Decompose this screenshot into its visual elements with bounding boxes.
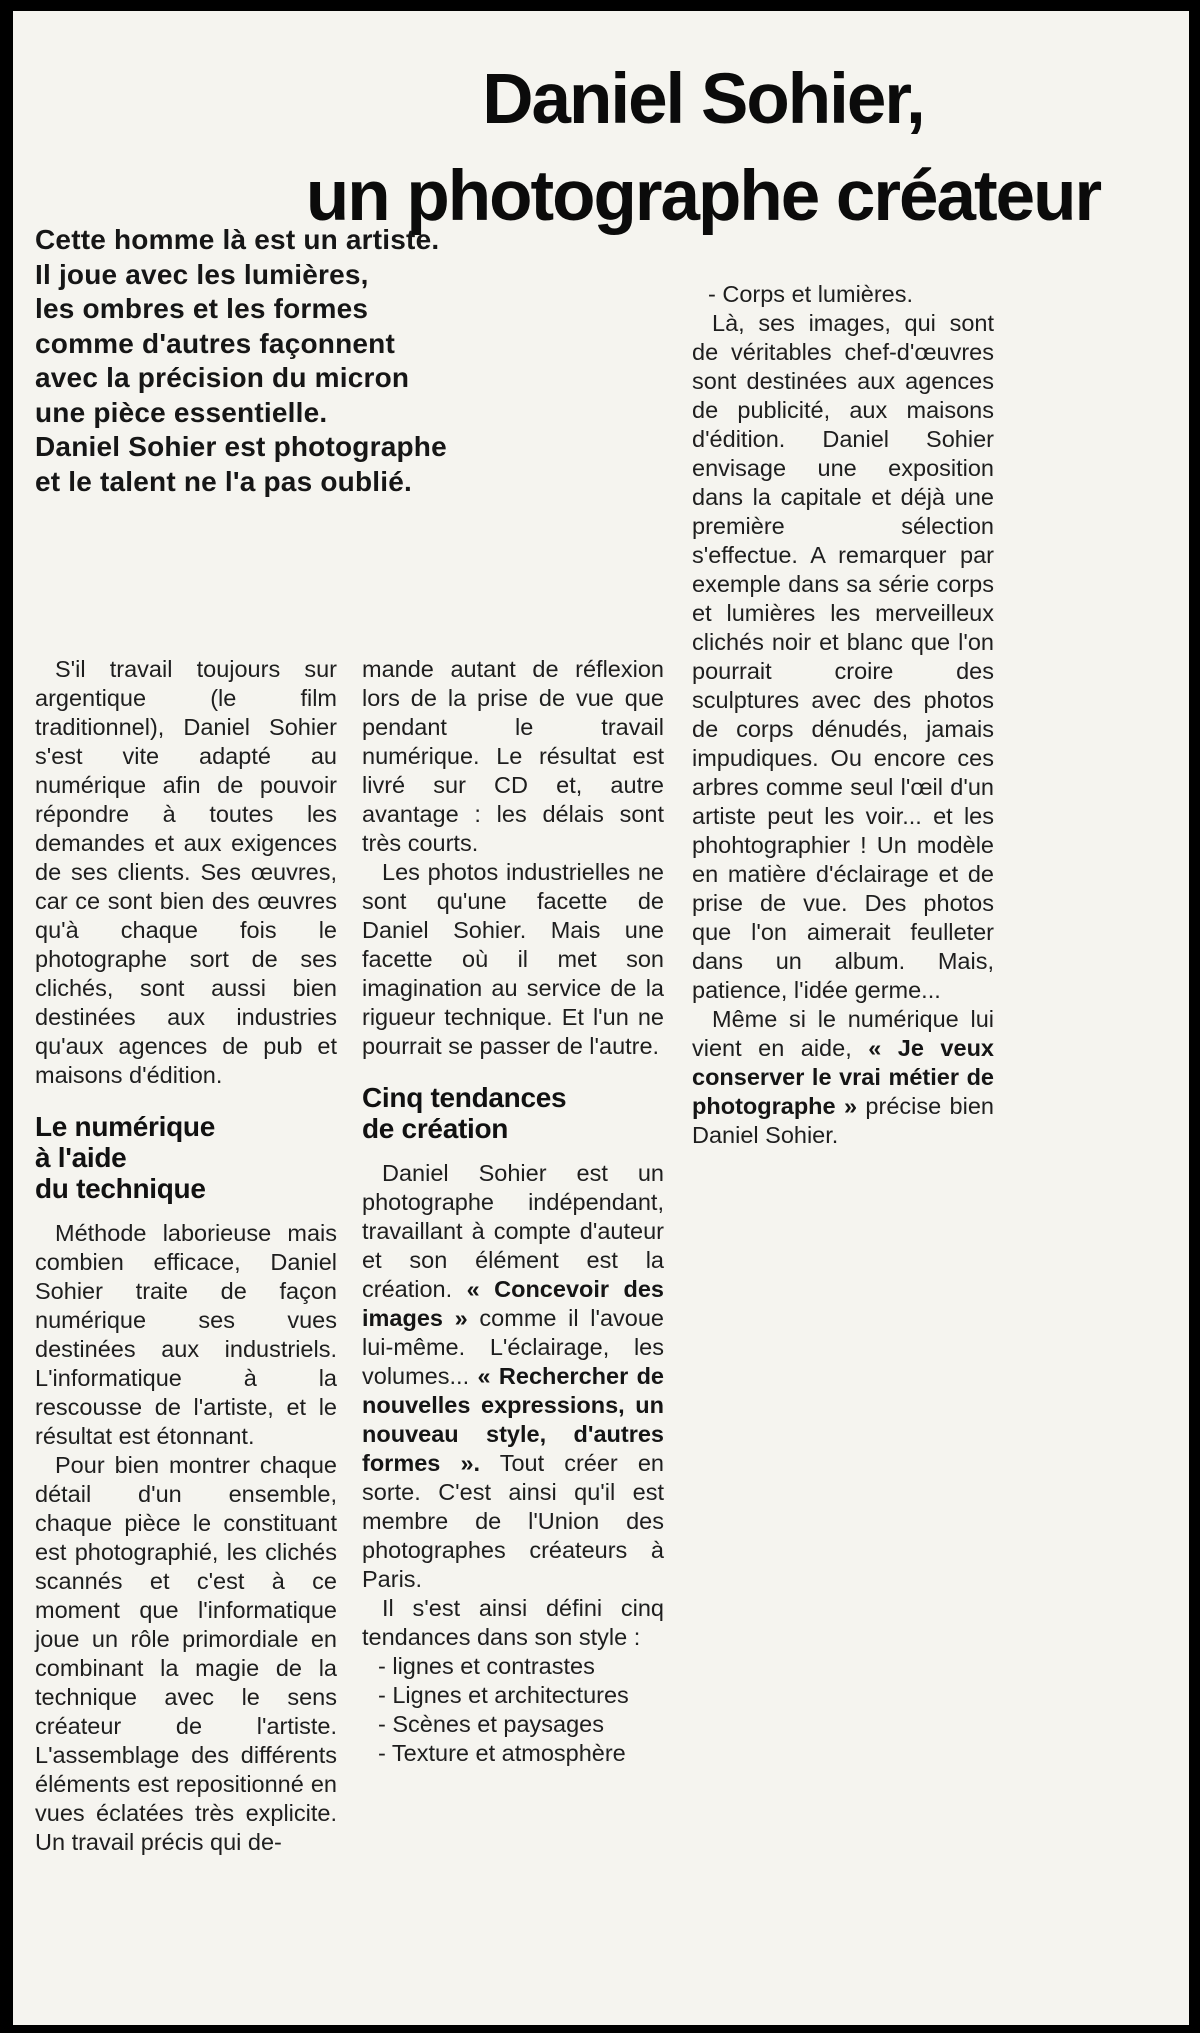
column-middle xyxy=(362,655,664,1768)
bold-quote: « Concevoir des images » xyxy=(362,1276,664,1331)
lede-line: les ombres et les formes xyxy=(35,293,369,324)
list-item: - Scènes et paysages xyxy=(378,1711,604,1737)
section-heading-tendances xyxy=(362,1082,664,1144)
paragraph: Là, ses images, qui sont de véritables chef-d'œuvres sont destinées aux agences de publicité, aux maisons d'édition. Daniel Sohier envisage une exposition dans la capitale et déjà une première sélection s'effectue. A remarquer par exemple dans sa série corps et lumières les merveilleux clichés noir et blanc que l'on pourrait croire des sculptures avec des photos de corps dénudés, jamais impudiques. Ou encore ces arbres comme seul l'œil d'un artiste peut les voir... et les phohtographier ! Un modèle en matière d'éclairage et de prise de vue. Des photos que l'on aimerait feulleter dans un album. Mais, patience, l'idée germe... xyxy=(692,310,994,1003)
list-item: - Lignes et architectures xyxy=(378,1682,629,1708)
paragraph-continuation: mande autant de réflexion lors de la prise de vue que pendant le travail numérique. Le résultat est livré sur CD et, autre avantage : les délais sont très courts. xyxy=(362,656,664,856)
paragraph-text: comme il l'avoue lui-même. L'éclairage, les volumes... xyxy=(362,1305,665,1389)
article-title-line-1: Daniel Sohier, xyxy=(482,60,924,139)
list-item: - Corps et lumières. xyxy=(708,281,914,307)
heading-line: de création xyxy=(362,1113,509,1144)
article-title-line-2: un photographe créateur xyxy=(305,157,1101,236)
paper-background xyxy=(13,11,1189,2025)
bold-quote: « Je veux conserver le vrai métier de photographe » xyxy=(692,1035,994,1119)
paragraph: Méthode laborieuse mais combien efficace, Daniel Sohier traite de façon numérique ses vues destinées aux industriels. L'informatique à la rescousse de l'artiste, et le résultat est étonnant. xyxy=(35,1220,337,1449)
section-heading-numerique xyxy=(35,1111,337,1204)
paragraph: Les photos industrielles ne sont qu'une facette de Daniel Sohier. Mais une facette où il met son imagination au service de la rigueur technique. Et l'un ne pourrait se passer de l'autre. xyxy=(362,859,664,1059)
lede-line: Il joue avec les lumières, xyxy=(35,258,369,290)
bold-quote: « Rechercher de nouvelles expressions, un nouveau style, d'autres formes ». xyxy=(362,1363,665,1476)
heading-line: du technique xyxy=(35,1173,206,1204)
paragraph-with-quote xyxy=(692,1005,994,1150)
paragraph: Il s'est ainsi défini cinq tendances dans son style : xyxy=(362,1595,664,1650)
list-item: - Texture et atmosphère xyxy=(378,1740,626,1766)
paragraph-with-quotes xyxy=(362,1159,664,1594)
paragraph: Pour bien montrer chaque détail d'un ensemble, chaque pièce le constituant est photographié, les clichés scannés et c'est à ce moment que l'informatique joue un rôle primordiale en combinant la magie de la technique avec le sens créateur de l'artiste. L'assemblage des différents éléments est repositionné en vues éclatées très explicite. Un travail précis qui de- xyxy=(35,1452,337,1855)
article-title xyxy=(223,51,1183,245)
lede-line: comme d'autres façonnent xyxy=(35,327,395,359)
heading-line: Cinq tendances xyxy=(362,1082,567,1113)
column-right xyxy=(692,280,994,1150)
paragraph-text: Même si le numérique lui vient en aide, xyxy=(692,1006,994,1061)
paragraph-text: Daniel Sohier est un photographe indépendant, travaillant à compte d'auteur et son élément est la création. xyxy=(362,1160,664,1302)
paragraph-text: précise bien Daniel Sohier. xyxy=(692,1093,994,1148)
lede-line: et le talent ne l'a pas oublié. xyxy=(35,465,412,497)
column-left xyxy=(35,655,337,1857)
paragraph-text: Tout créer en sorte. C'est ainsi qu'il est membre de l'Union des photographes créateurs à Paris. xyxy=(362,1450,664,1592)
lede-line: Cette homme là est un artiste. xyxy=(35,224,440,255)
lede-line: avec la précision du micron xyxy=(35,362,410,393)
heading-line: à l'aide xyxy=(35,1142,127,1173)
heading-line: Le numérique xyxy=(35,1111,215,1142)
list-item: - lignes et contrastes xyxy=(378,1653,595,1679)
lede-line: Daniel Sohier est photographe xyxy=(35,431,447,462)
lede-line: une pièce essentielle. xyxy=(35,396,328,428)
article-lede xyxy=(35,223,510,499)
paragraph: S'il travail toujours sur argentique (le film traditionnel), Daniel Sohier s'est vite adapté au numérique afin de pouvoir répondre à toutes les demandes et aux exigences de ses clients. Ses œuvres, car ce sont bien des œuvres qu'à chaque fois le photographe sort de ses clichés, sont aussi bien destinées aux industries qu'aux agences de pub et maisons d'édition. xyxy=(35,656,337,1088)
